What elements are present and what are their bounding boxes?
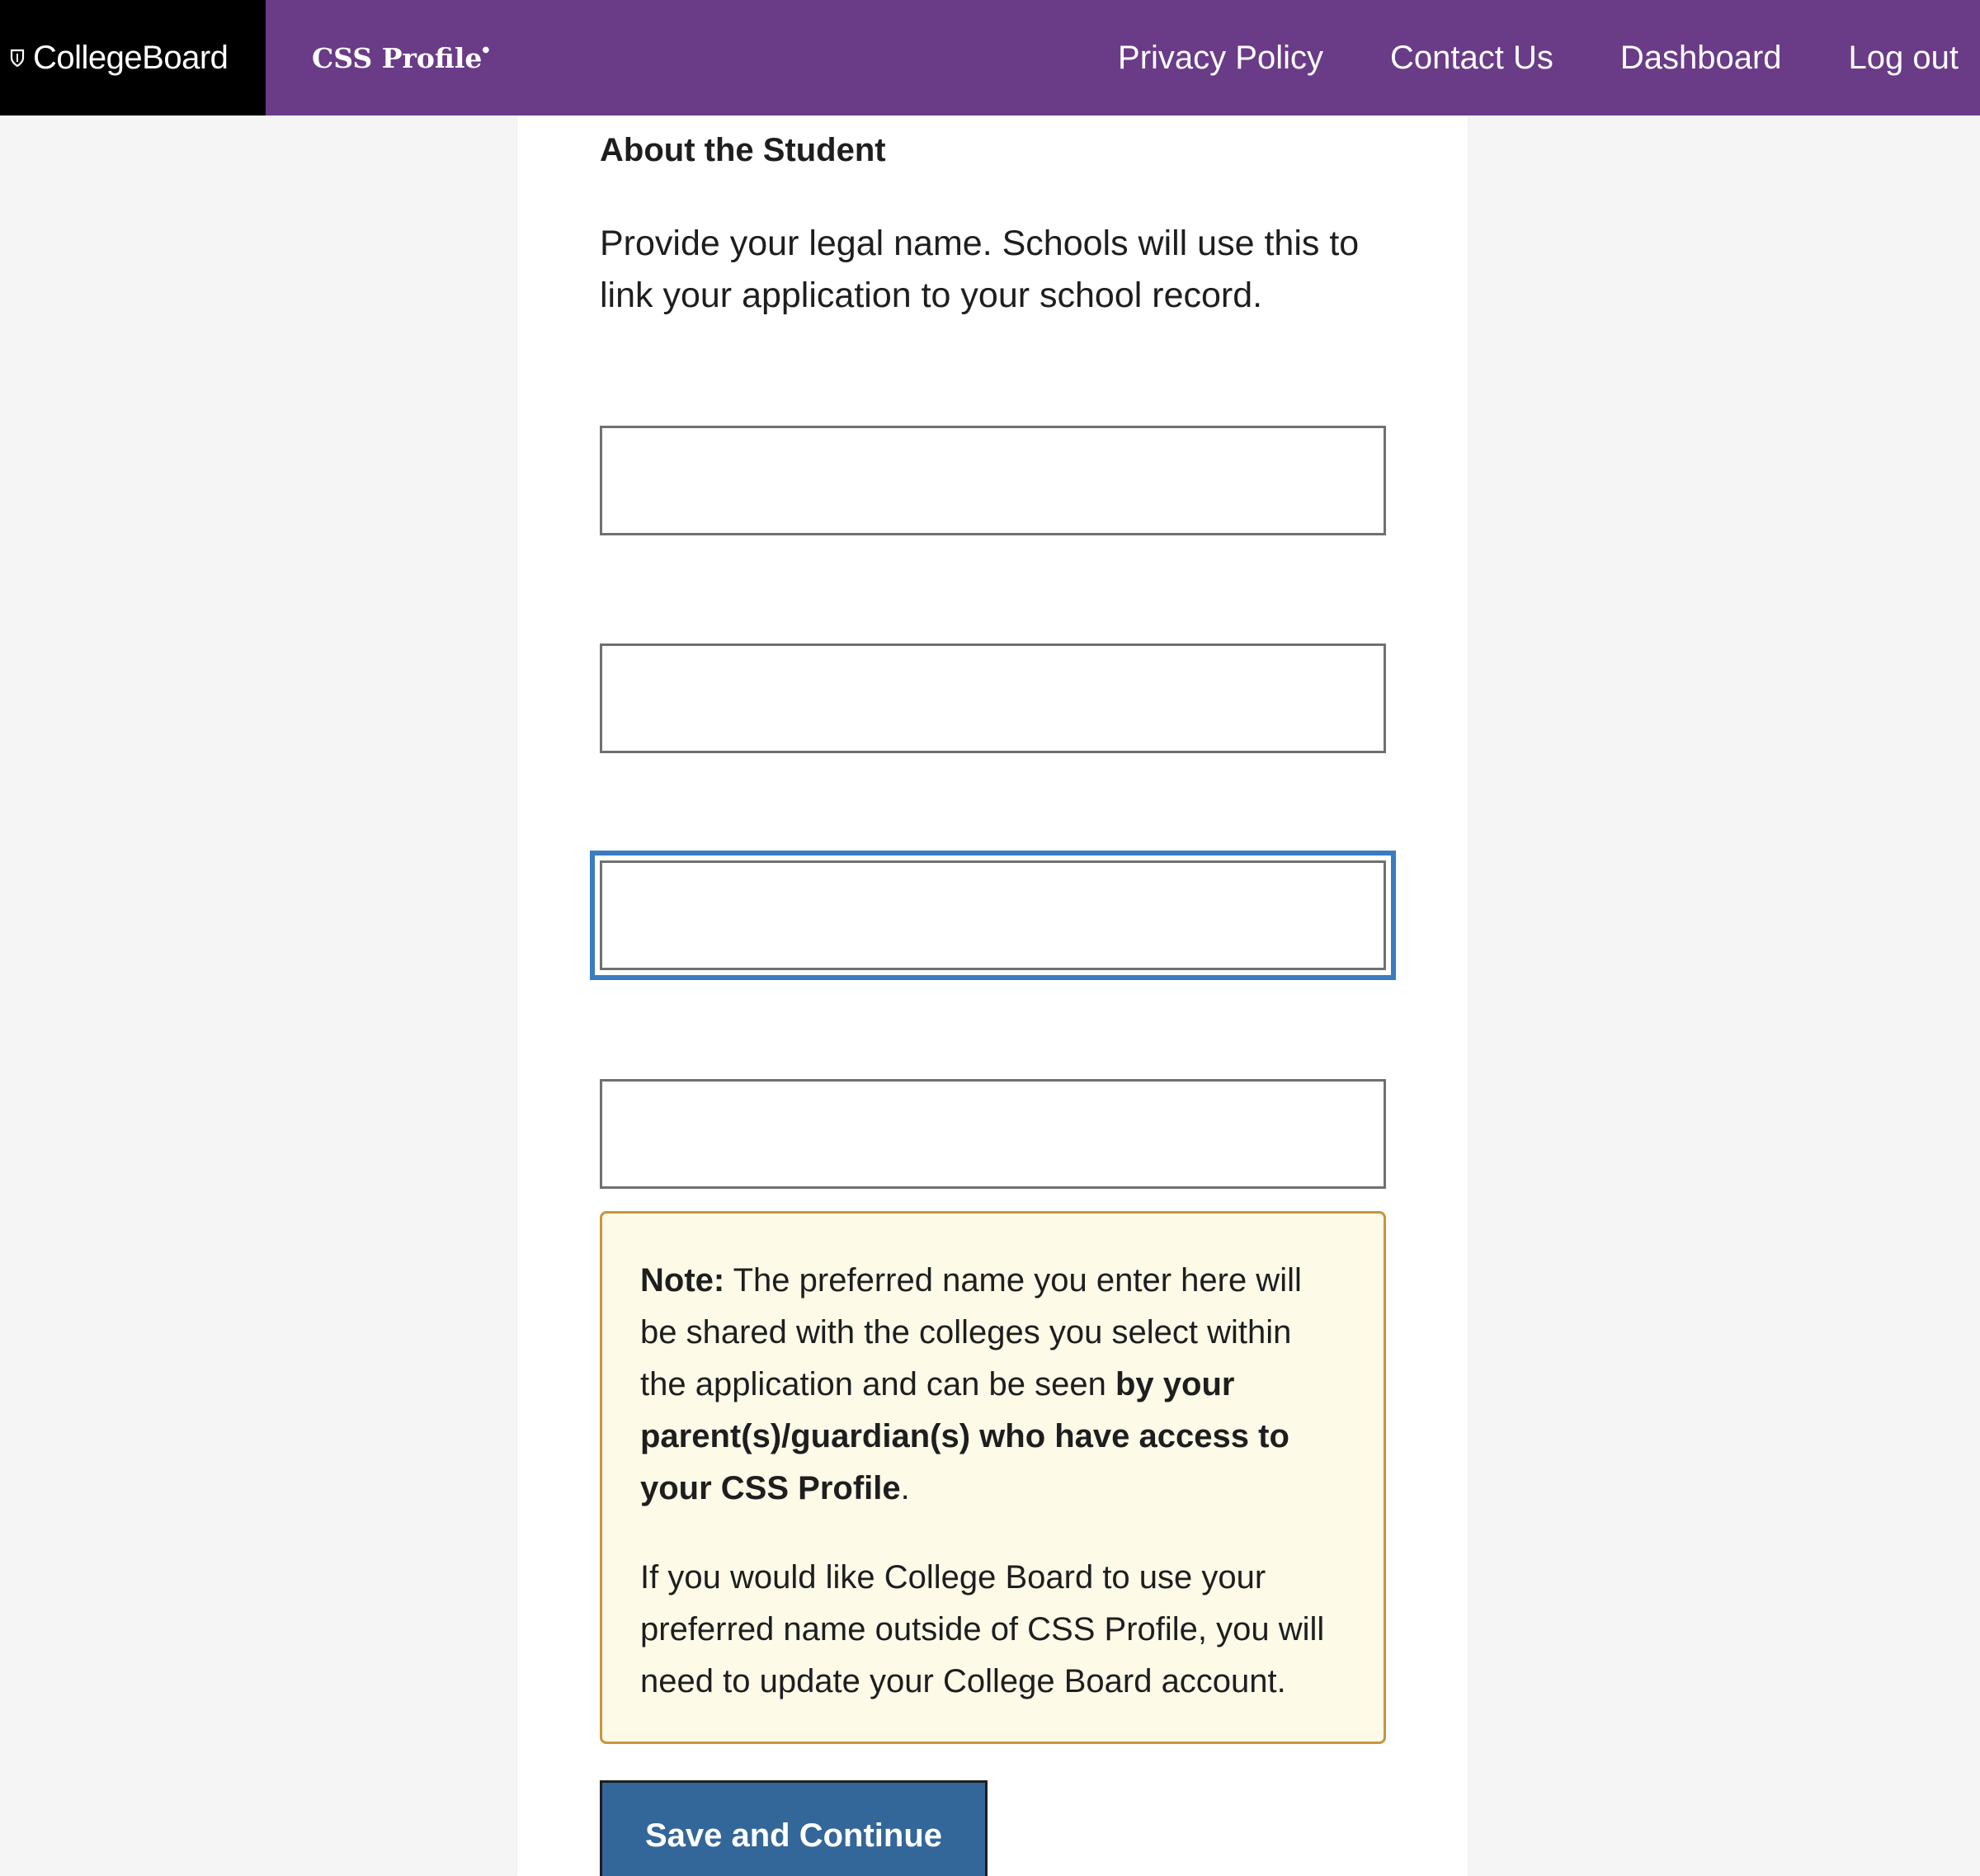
nav-dashboard[interactable]: Dashboard bbox=[1619, 39, 1782, 76]
first-name-input[interactable] bbox=[600, 426, 1386, 535]
note-emphasis: by your parent(s)/guardian(s) who have access to your CSS Profile bbox=[640, 1366, 1289, 1506]
note-text-1: The preferred name you enter here will be shared with the colleges you select within the application and can be seen bbox=[640, 1262, 1302, 1402]
preferred-name-note bbox=[600, 1211, 1386, 1744]
brand-name: CollegeBoard bbox=[33, 39, 229, 76]
preferred-first-name-input[interactable] bbox=[600, 1079, 1386, 1189]
nav-log-out[interactable]: Log out bbox=[1848, 39, 1959, 76]
note-text-2: . bbox=[900, 1470, 910, 1506]
note-paragraph-1 bbox=[640, 1255, 1346, 1515]
form-card bbox=[517, 115, 1468, 1876]
collegeboard-logo[interactable] bbox=[0, 0, 266, 115]
last-name-input[interactable] bbox=[600, 860, 1386, 970]
nav-privacy-policy[interactable]: Privacy Policy bbox=[1118, 39, 1323, 76]
top-navigation bbox=[0, 0, 1980, 115]
section-title: About the Student bbox=[600, 132, 886, 168]
product-name[interactable] bbox=[312, 42, 489, 74]
acorn-shield-icon bbox=[10, 49, 25, 67]
product-label: CSS Profile bbox=[312, 41, 483, 74]
nav-links bbox=[1118, 0, 1980, 115]
middle-name-input[interactable] bbox=[600, 643, 1386, 753]
trademark-mark: ● bbox=[482, 45, 490, 54]
note-paragraph-2: If you would like College Board to use your preferred name outside of CSS Profile, you will need to update your College Board account. bbox=[640, 1559, 1325, 1699]
nav-contact-us[interactable]: Contact Us bbox=[1389, 39, 1553, 76]
intro-text: Provide your legal name. Schools will use this to link your application to your school record. bbox=[600, 224, 1360, 315]
note-lead: Note: bbox=[640, 1262, 725, 1299]
save-and-continue-button[interactable]: Save and Continue bbox=[600, 1780, 988, 1876]
